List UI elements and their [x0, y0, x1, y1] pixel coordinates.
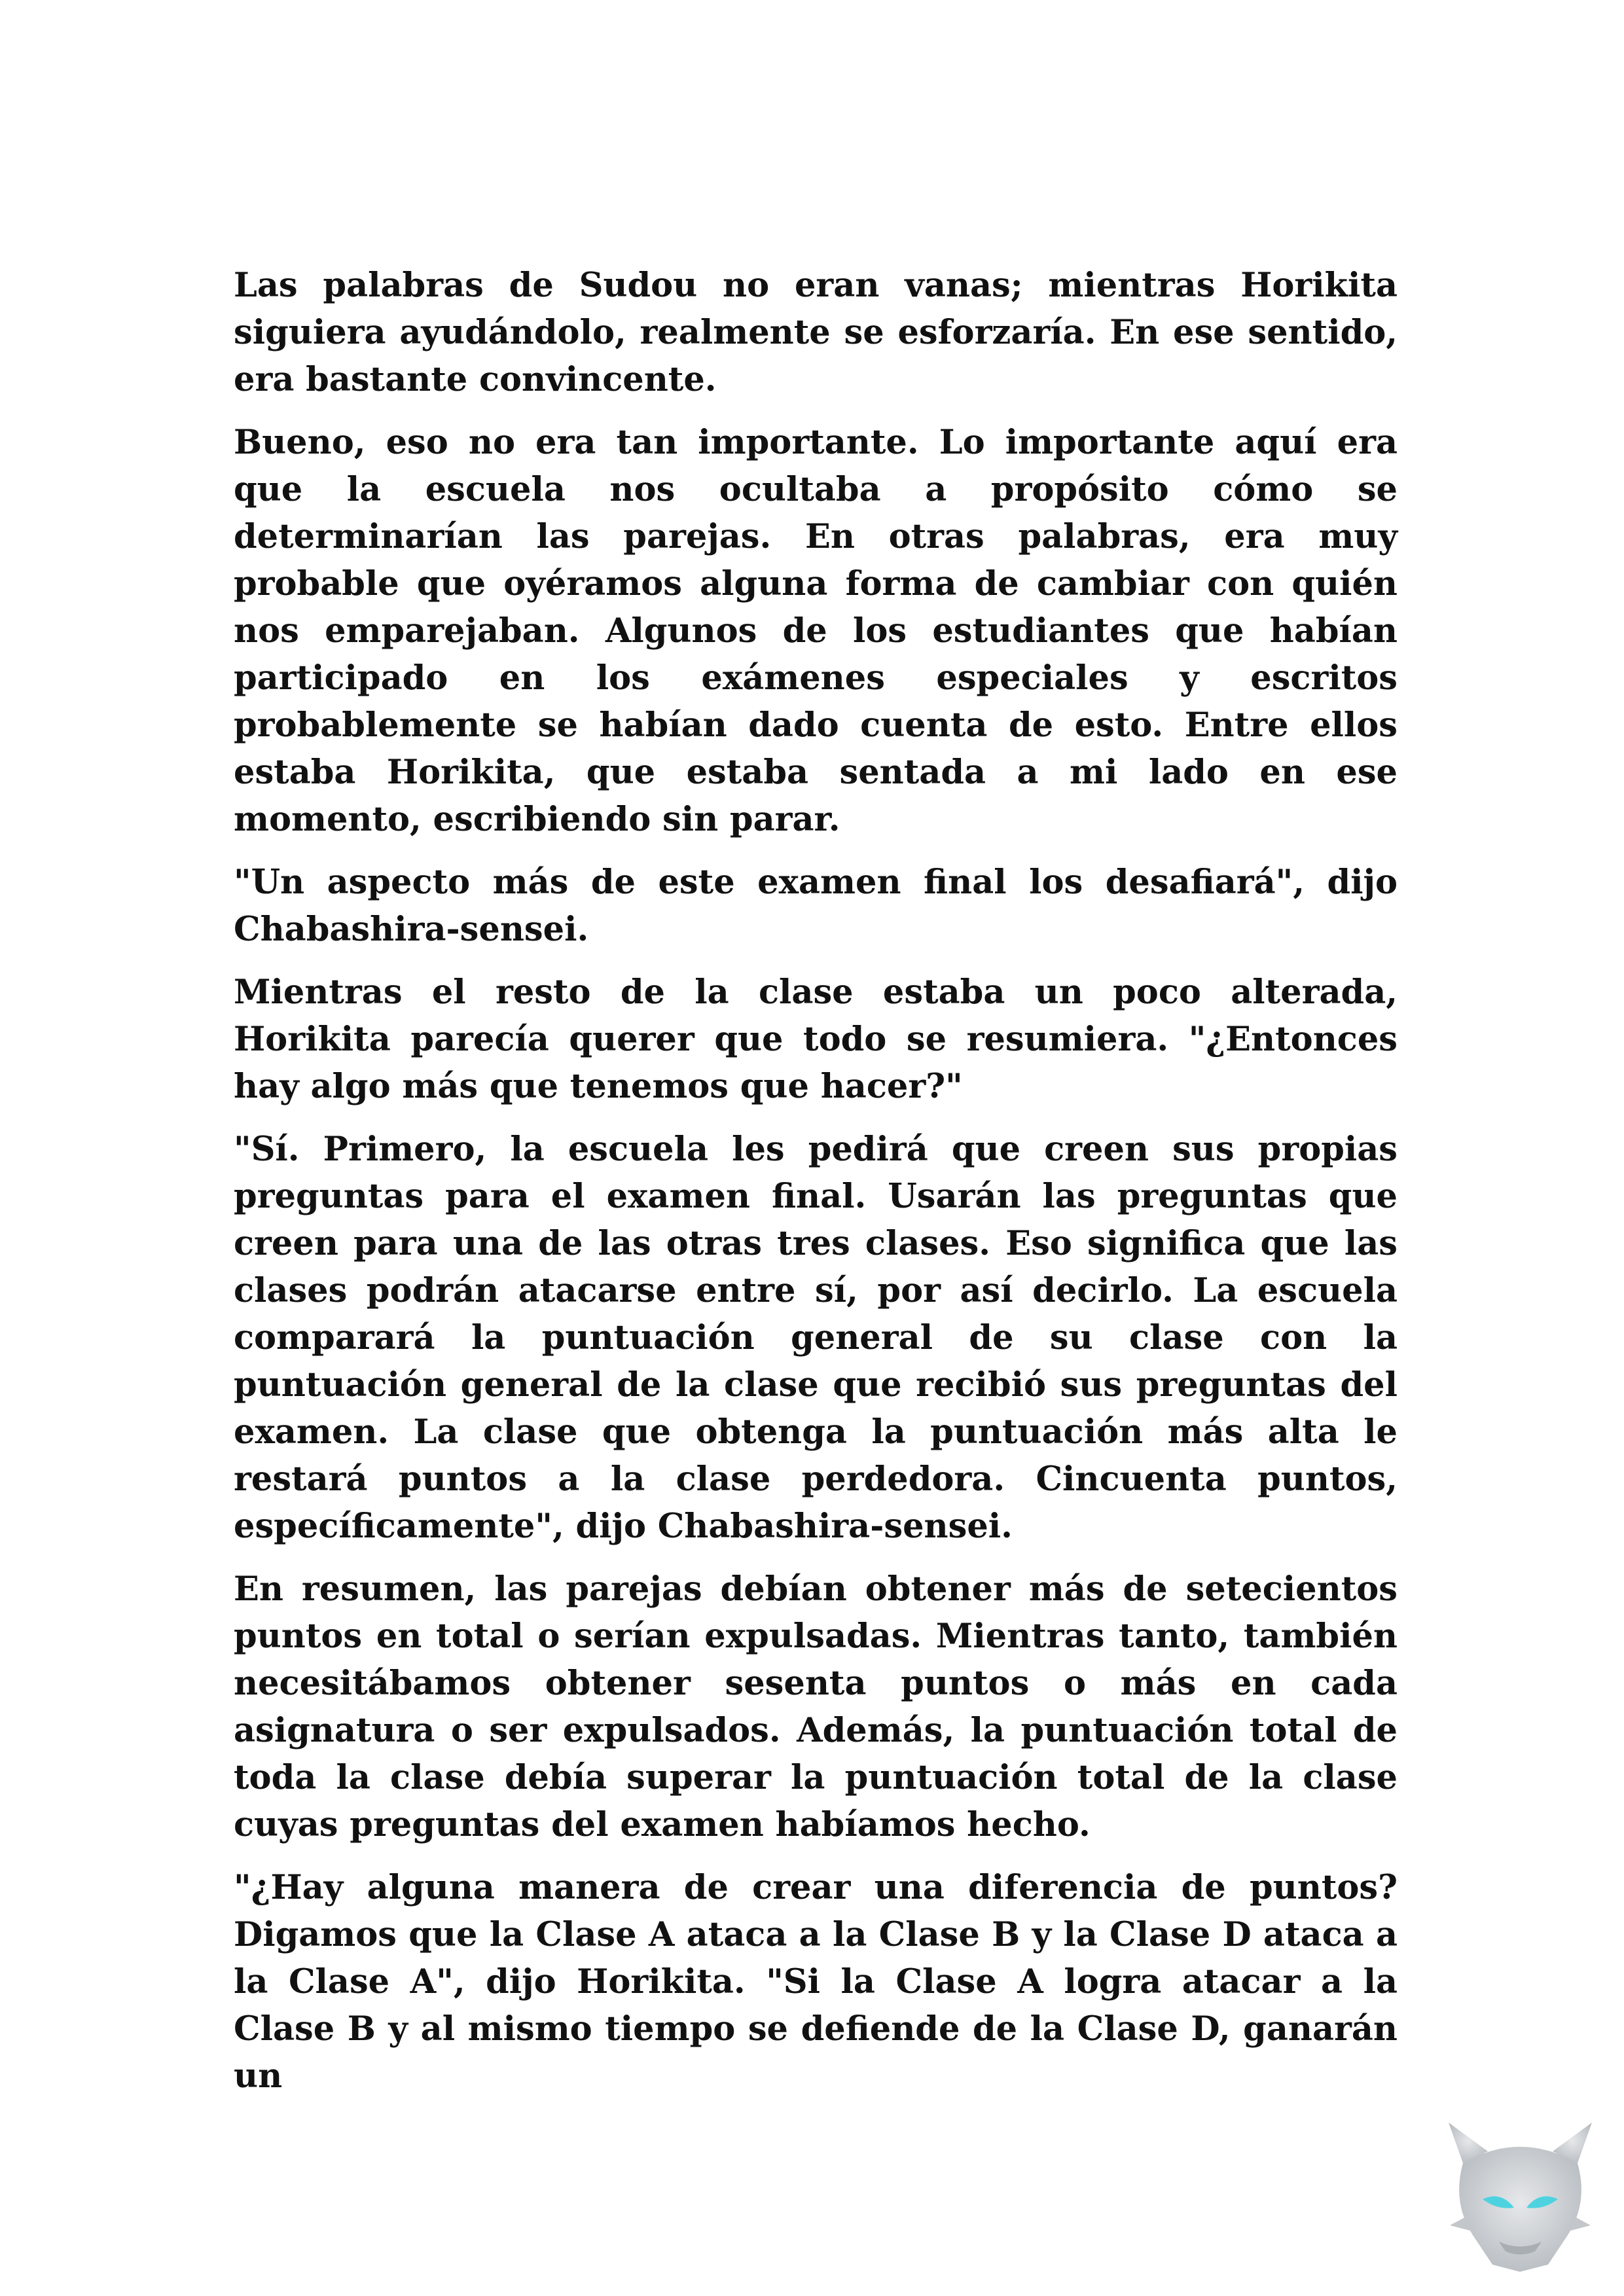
- paragraph: Bueno, eso no era tan importante. Lo importante aquí era que la escuela nos ocultaba a propósito cómo se determinarían las parejas. En otras palabras, era muy probable que oyéramos alguna forma de cambiar con quién nos emparejaban. Algunos de los estudiantes que habían participado en los exámenes especiales y escritos probablemente se habían dado cuenta de esto. Entre ellos estaba Horikita, que estaba sentada a mi lado en ese momento, escribiendo sin parar.: [234, 423, 1398, 839]
- paragraph: "¿Hay alguna manera de crear una diferencia de puntos? Digamos que la Clase A ataca a la Clase B y la Clase D ataca a la Clase A", dijo Horikita. "Si la Clase A logra atacar a la Clase B y al mismo tiempo se defiende de la Clase D, ganarán un: [234, 1868, 1398, 2096]
- demon-head-icon: [1437, 2117, 1604, 2274]
- paragraph: "Sí. Primero, la escuela les pedirá que creen sus propias preguntas para el examen final. Usarán las preguntas que creen para una de las otras tres clases. Eso significa que las clases podrán atacarse entre sí, por así decirlo. La escuela comparará la puntuación general de su clase con la puntuación general de la clase que recibió sus preguntas del examen. La clase que obtenga la puntuación más alta le restará puntos a la clase perdedora. Cincuenta puntos, específicamente", dijo Chabashira-sensei.: [234, 1130, 1398, 1546]
- paragraph: Mientras el resto de la clase estaba un poco alterada, Horikita parecía querer que todo se resumiera. "¿Entonces hay algo más que tenemos que hacer?": [234, 973, 1398, 1106]
- paragraph: "Un aspecto más de este examen final los desafiará", dijo Chabashira-sensei.: [234, 863, 1398, 949]
- paragraph: En resumen, las parejas debían obtener más de setecientos puntos en total o serían expulsadas. Mientras tanto, también necesitábamos obtener sesenta puntos o más en cada asignatura o ser expulsados. Además, la puntuación total de toda la clase debía superar la puntuación total de la clase cuyas preguntas del examen habíamos hecho.: [234, 1570, 1398, 1844]
- body-text: [234, 262, 1398, 2115]
- paragraph: Las palabras de Sudou no eran vanas; mientras Horikita siguiera ayudándolo, realmente se esforzaría. En ese sentido, era bastante convincente.: [234, 266, 1398, 399]
